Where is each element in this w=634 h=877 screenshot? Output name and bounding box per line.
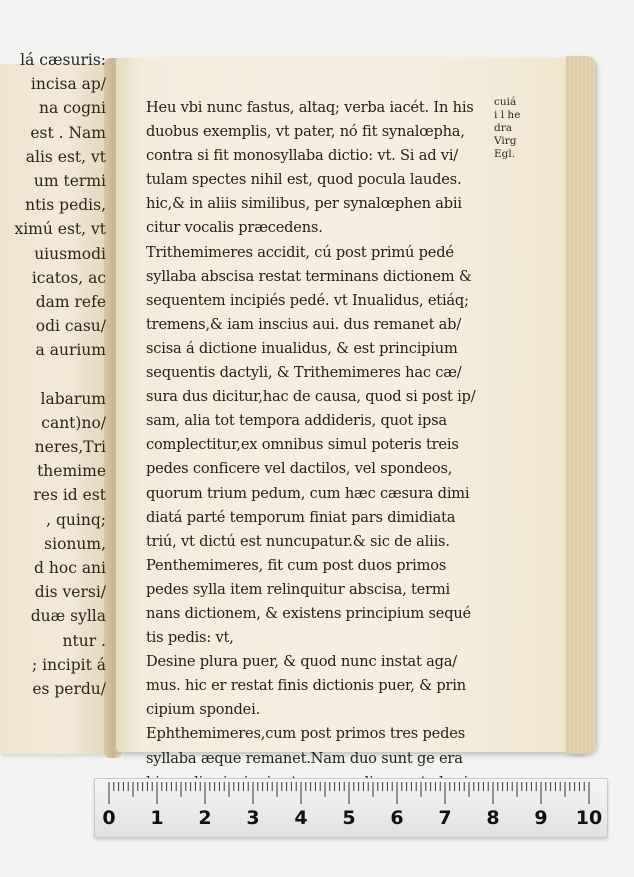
left-page-line: lá cæsuris: bbox=[20, 51, 106, 69]
ruler-ticks bbox=[95, 779, 607, 809]
marginal-note-line: dra bbox=[494, 122, 513, 134]
marginal-note-line: i l he bbox=[494, 109, 521, 121]
left-page-line: um termi bbox=[33, 171, 106, 190]
page-block-edge bbox=[566, 56, 596, 754]
left-page-line: uiusmodi bbox=[34, 244, 106, 263]
text-line: tis pedis: vt, bbox=[146, 629, 234, 647]
left-page-line: a aurium bbox=[35, 341, 106, 360]
text-line: complectitur,ex omnibus simul poteris treis bbox=[146, 436, 459, 454]
left-page-line: d hoc ani bbox=[34, 558, 106, 577]
ruler-label: 10 bbox=[575, 807, 603, 829]
left-page-line bbox=[2, 362, 106, 386]
marginal-note bbox=[494, 96, 542, 161]
ruler-label: 6 bbox=[390, 807, 404, 829]
left-page-line: icatos, ac bbox=[31, 268, 106, 287]
left-page-line: incisa ap/ bbox=[30, 75, 106, 94]
text-line: pedes sylla item relinquitur abscisa, termi bbox=[146, 580, 450, 598]
ruler-label: 3 bbox=[246, 807, 260, 829]
text-line: triú, vt dictú est nuncupatur.& sic de aliis. bbox=[146, 532, 450, 550]
left-page-line: themime bbox=[37, 462, 106, 481]
text-line: cipium spondei. bbox=[146, 701, 261, 719]
left-page-line: odi casu/ bbox=[35, 317, 106, 336]
left-page-line: neres,Tri bbox=[34, 438, 106, 456]
marginal-note-line: Virg bbox=[494, 135, 517, 147]
left-page-line: dam refe bbox=[35, 292, 106, 311]
marginal-note-line: Egl. bbox=[494, 148, 516, 160]
ruler-labels bbox=[95, 807, 607, 833]
left-page-line: es perdu/ bbox=[32, 679, 106, 698]
left-page-line: labarum bbox=[40, 389, 106, 408]
text-line: tremens,& iam inscius aui. dus remanet ab/ bbox=[146, 315, 462, 333]
text-line: sequentis dactyli, & Trithemimeres hac cæ/ bbox=[146, 364, 462, 382]
left-page-line: ximú est, vt bbox=[14, 220, 106, 239]
text-line: contra si fit monosyllaba dictio: vt. Si ad vi/ bbox=[146, 147, 459, 165]
ruler-label: 0 bbox=[102, 807, 116, 829]
ruler-label: 5 bbox=[342, 807, 356, 829]
text-line: Heu vbi nunc fastus, altaq; verba iacét. In his bbox=[146, 99, 474, 116]
left-page-line: duæ sylla bbox=[30, 607, 106, 626]
left-page-line: alis est, vt bbox=[25, 147, 106, 166]
text-line: sura dus dicitur,hac de causa, quod si post ip/ bbox=[146, 388, 476, 406]
left-page-line: ntis pedis, bbox=[25, 196, 106, 215]
text-line: syllaba æque remanet.Nam duo sunt ge era bbox=[146, 749, 463, 767]
text-line: sequentem incipiés pedé. vt Inualidus, etiáq; bbox=[146, 291, 469, 309]
ruler-label: 8 bbox=[486, 807, 500, 829]
marginal-note-line: cuiá bbox=[494, 96, 517, 108]
ruler-label: 7 bbox=[438, 807, 452, 829]
text-line: diatá parté temporum finiat pars dimidiata bbox=[146, 508, 456, 526]
text-line: mus. hic er restat finis dictionis puer, & prin bbox=[146, 677, 466, 695]
text-line: hic,& in aliis similibus, per synalœphen abii bbox=[146, 195, 462, 213]
text-line: syllaba abscisa restat terminans dictionem & bbox=[146, 267, 472, 285]
left-page-line: ; incipit á bbox=[31, 655, 106, 674]
text-line: Ephthemimeres,cum post primos tres pedes bbox=[146, 725, 465, 743]
text-line: duobus exemplis, vt pater, nó fit synalœpha, bbox=[146, 123, 465, 141]
left-page-line: na cogni bbox=[38, 99, 106, 118]
ruler-label: 9 bbox=[534, 807, 548, 829]
ruler-label: 2 bbox=[198, 807, 212, 829]
text-line: quorum trium pedum, cum hæc cæsura dimi bbox=[146, 484, 470, 502]
text-line: nans dictionem, & existens principium sequé bbox=[146, 604, 471, 622]
ruler-label: 1 bbox=[150, 807, 164, 829]
left-page-line: cant)no/ bbox=[41, 413, 106, 432]
text-line: Trithemimeres accidit, cú post primú pedé bbox=[146, 243, 454, 261]
left-page-line: ntur . bbox=[62, 631, 106, 650]
ruler-label: 4 bbox=[294, 807, 308, 829]
text-line: Penthemimeres, fit cum post duos primos bbox=[146, 556, 447, 574]
left-page-line: dis versi/ bbox=[34, 583, 106, 602]
left-page-text bbox=[2, 48, 106, 701]
text-line: scisa á dictione inualidus, & est principium bbox=[146, 339, 458, 357]
text-line: pedes conficere vel dactilos, vel spondeos, bbox=[146, 460, 453, 478]
text-line: Desine plura puer, & quod nunc instat aga/ bbox=[146, 653, 457, 671]
left-page-line: sionum, bbox=[44, 534, 106, 553]
text-line: tulam spectes nihil est, quod pocula laudes. bbox=[146, 171, 462, 189]
text-line: citur vocalis præcedens. bbox=[146, 219, 323, 237]
scale-ruler bbox=[94, 778, 608, 838]
right-page-text bbox=[146, 96, 491, 795]
left-page-line: est . Nam bbox=[30, 123, 106, 142]
left-page-line: , quinq; bbox=[46, 510, 106, 529]
text-line: sam, alia tot tempora addideris, quot ipsa bbox=[146, 412, 447, 430]
left-page-line: res id est bbox=[33, 486, 106, 505]
